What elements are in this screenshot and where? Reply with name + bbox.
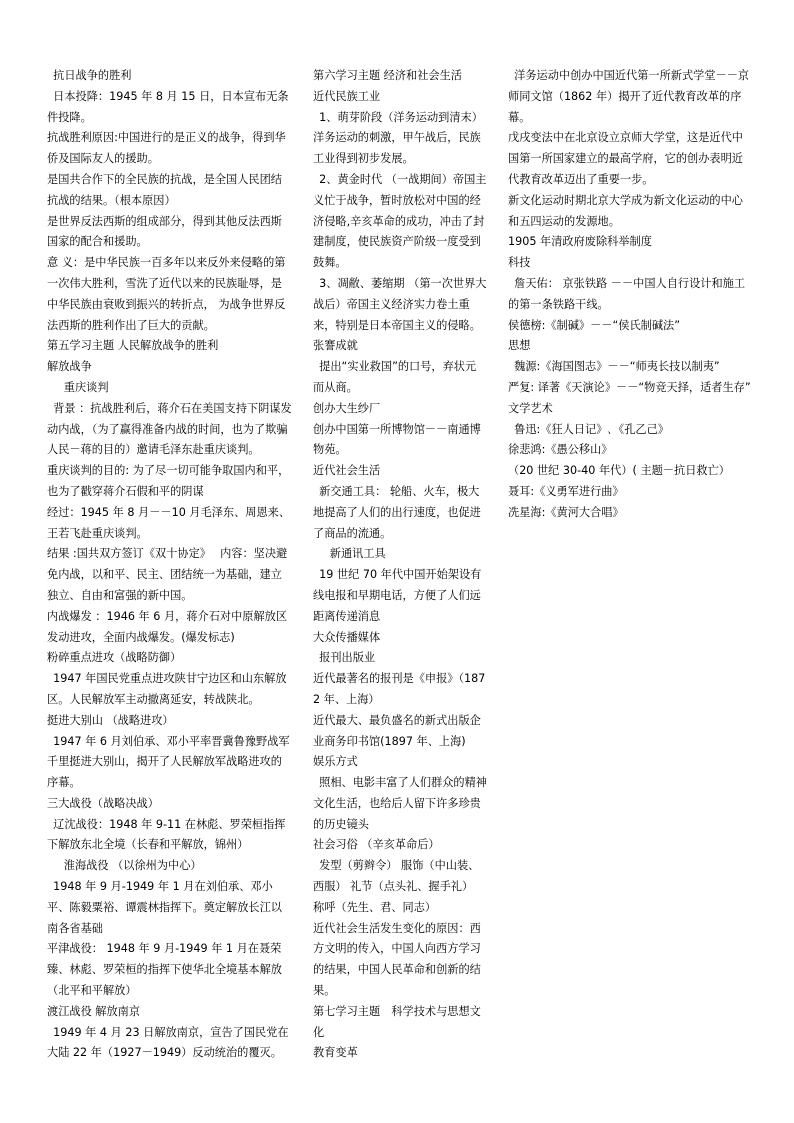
paragraph: 科技 [508,256,531,270]
paragraph: 思想 [508,339,531,353]
paragraph: 重庆谈判 [63,380,109,394]
paragraph: （20 世纪 30-40 年代）( 主题－抗日救亡） [508,464,730,478]
paragraph: 大众传播媒体 [313,630,381,644]
text-column-right [508,66,752,524]
text-column-middle [313,66,487,1064]
paragraph: 1948 年 9 月-1949 年 1 月在刘伯承、邓小平、陈毅粟裕、谭震林指挥下。奠定解放长江以南各省基础 [47,880,282,935]
text-column-left [47,66,293,1064]
paragraph: 近代最大、最负盛名的新式出版企业商务印书馆(1897 年、上海) [313,713,481,748]
paragraph: 渡江战役 解放南京 [47,1004,141,1018]
paragraph: 1947 年国民党重点进攻陕甘宁边区和山东解放区。人民解放军主动撤离延安，转战陕北。 [47,672,287,706]
paragraph: 平津战役： 1948 年 9 月-1949 年 1 月在聂荣臻、林彪、罗荣桓的指挥下使华北全境基本解放（北平和平解放） [47,942,282,998]
paragraph: 新通讯工具 [329,547,386,561]
paragraph: 19 世纪 70 年代中国开始架设有线电报和早期电话，方便了人们远距离传递消息 [313,568,482,623]
paragraph: 1949 年 4 月 23 日解放南京，宣告了国民党在大陆 22 年（1927－1949）反动统治的覆灭。 [47,1025,289,1060]
paragraph: 1、萌芽阶段（洋务运动到清末）洋务运动的刺激，甲午战后，民族工业得到初步发展。 [313,110,483,166]
paragraph: 近代社会生活 [313,464,381,478]
paragraph: 冼星海:《黄河大合唱》 [508,505,624,519]
paragraph: 日本投降：1945 年 8 月 15 日，日本宣布无条件投降。 [47,89,289,124]
paragraph: 经过：1945 年 8 月－－10 月毛泽东、周恩来、王若飞赴重庆谈判。 [47,505,291,540]
paragraph: 粉碎重点进攻（战略防御） [47,651,182,665]
paragraph: 3、凋敝、萎缩期 （第一次世界大战后）帝国主义经济实力卷土重来，特别是日本帝国主义的侵略。 [313,276,487,332]
paragraph: 新交通工具： 轮船、火车，极大地提高了人们的出行速度，也促进了商品的流通。 [313,484,481,540]
paragraph: 抗日战争的胜利 [53,69,132,82]
paragraph: 第五学习主题 人民解放战争的胜利 [47,339,219,353]
paragraph: 报刊出版业 [319,651,376,665]
paragraph: 照相、电影丰富了人们群众的精神文化生活，也给后人留下许多珍贵的历史镜头 [313,776,487,831]
paragraph: 近代最著名的报刊是《申报》（1872 年、上海） [313,672,486,706]
paragraph: 创办大生纱厂 [313,401,381,415]
paragraph: 发型（剪辫令） 服饰（中山装、西服） 礼节（点头礼、握手礼） [313,859,480,894]
paragraph: 文学艺术 [508,401,553,415]
paragraph: 第六学习主题 经济和社会生活 [313,69,462,82]
paragraph: 戊戌变法中在北京设立京师大学堂，这是近代中国第一所国家建立的最高学府，它的创办表明近代教育改革迈出了重要一步。 [508,131,743,186]
paragraph: 近代社会生活发生变化的原因：西方文明的传入，中国人向西方学习的结果，中国人民革命和创新的结果。 [313,921,481,998]
paragraph: 背景 ：抗战胜利后，蒋介石在美国支持下阴谋发动内战，（为了赢得准备内战的时间，也为了欺骗人民－蒋的目的）邀请毛泽东赴重庆谈判。 [47,401,292,457]
paragraph: 内战爆发 ：1946 年 6 月，蒋介石对中原解放区发动进攻，全面内战爆发。(爆发标志) [47,609,288,644]
paragraph: 近代民族工业 [313,89,381,103]
paragraph: 提出“实业救国”的口号，弃状元而从商。 [313,360,477,394]
paragraph: 社会习俗 （辛亥革命后） [313,838,440,852]
paragraph: 鲁迅:《狂人日记》､《孔乙己》 [514,422,669,436]
paragraph: 结果 :国共双方签订《双十协定》 内容：坚决避免内战，以和平、民主、团结统一为基础，建立独立、自由和富强的新中国。 [47,547,288,602]
paragraph: 张謇成就 [313,339,358,353]
paragraph: 娱乐方式 [313,755,358,769]
paragraph: 解放战争 [47,360,92,374]
paragraph: 徐悲鸿:《愚公移山》 [508,443,613,457]
paragraph: 三大战役（战略决战） [47,796,159,810]
paragraph: 辽沈战役：1948 年 9-11 在林彪、罗荣桓指挥下解放东北全境（长春和平解放，锦州） [47,817,286,852]
paragraph: 挺进大别山 （战略进攻） [47,713,174,727]
paragraph: 第七学习主题 科学技术与思想文化 [313,1004,481,1039]
paragraph: 教育变革 [313,1046,358,1060]
paragraph: 创办中国第一所博物馆－－南通博物苑。 [313,422,481,457]
paragraph: 魏源:《海国图志》－－“师夷长技以制夷” [514,360,720,374]
paragraph: 詹天佑： 京张铁路 －－中国人自行设计和施工的第一条铁路干线。 [508,276,746,311]
paragraph: 称呼（先生、君、同志） [313,900,437,914]
paragraph: 侯德榜:《制碱》－－“侯氏制碱法” [508,318,680,332]
paragraph: 重庆谈判的目的: 为了尽一切可能争取国内和平，也为了戳穿蒋介石假和平的阴谋 [47,464,290,498]
paragraph: 是国共合作下的全民族的抗战，是全国人民团结抗战的结果。（根本原因） [47,172,282,207]
paragraph: 新文化运动时期北京大学成为新文化运动的中心和五四运动的发源地。 [508,193,743,228]
paragraph: 洋务运动中创办中国近代第一所新式学堂－－京师同文馆（1862 年）揭开了近代教育改革的序幕。 [508,69,750,124]
paragraph: 严复: 译著《天演论》－－“物竞天择，适者生存” [508,380,751,394]
paragraph: 淮海战役 （以徐州为中心） [63,859,202,873]
paragraph: 聂耳:《义勇军进行曲》 [508,484,624,498]
paragraph: 抗战胜利原因:中国进行的是正义的战争，得到华侨及国际友人的援助。 [47,131,286,166]
paragraph: 2、黄金时代 （一战期间）帝国主义忙于战争，暂时放松对中国的经济侵略,辛亥革命的成功，冲击了封建制度，使民族资产阶级一度受到鼓舞。 [313,172,487,270]
paragraph: 是世界反法西斯的组成部分，得到其他反法西斯国家的配合和援助。 [47,214,282,249]
paragraph: 意 义：是中华民族一百多年以来反外来侵略的第一次伟大胜利，雪洗了近代以来的民族耻辱，是中华民族由衰败到振兴的转折点， 为战争世界反法西斯的胜利作出了巨大的贡献。 [47,256,286,332]
paragraph: 1947 年 6 月刘伯承、邓小平率晋冀鲁豫野战军千里挺进大别山，揭开了人民解放军战略进攻的序幕。 [47,734,290,790]
paragraph: 1905 年清政府废除科举制度 [508,235,652,249]
